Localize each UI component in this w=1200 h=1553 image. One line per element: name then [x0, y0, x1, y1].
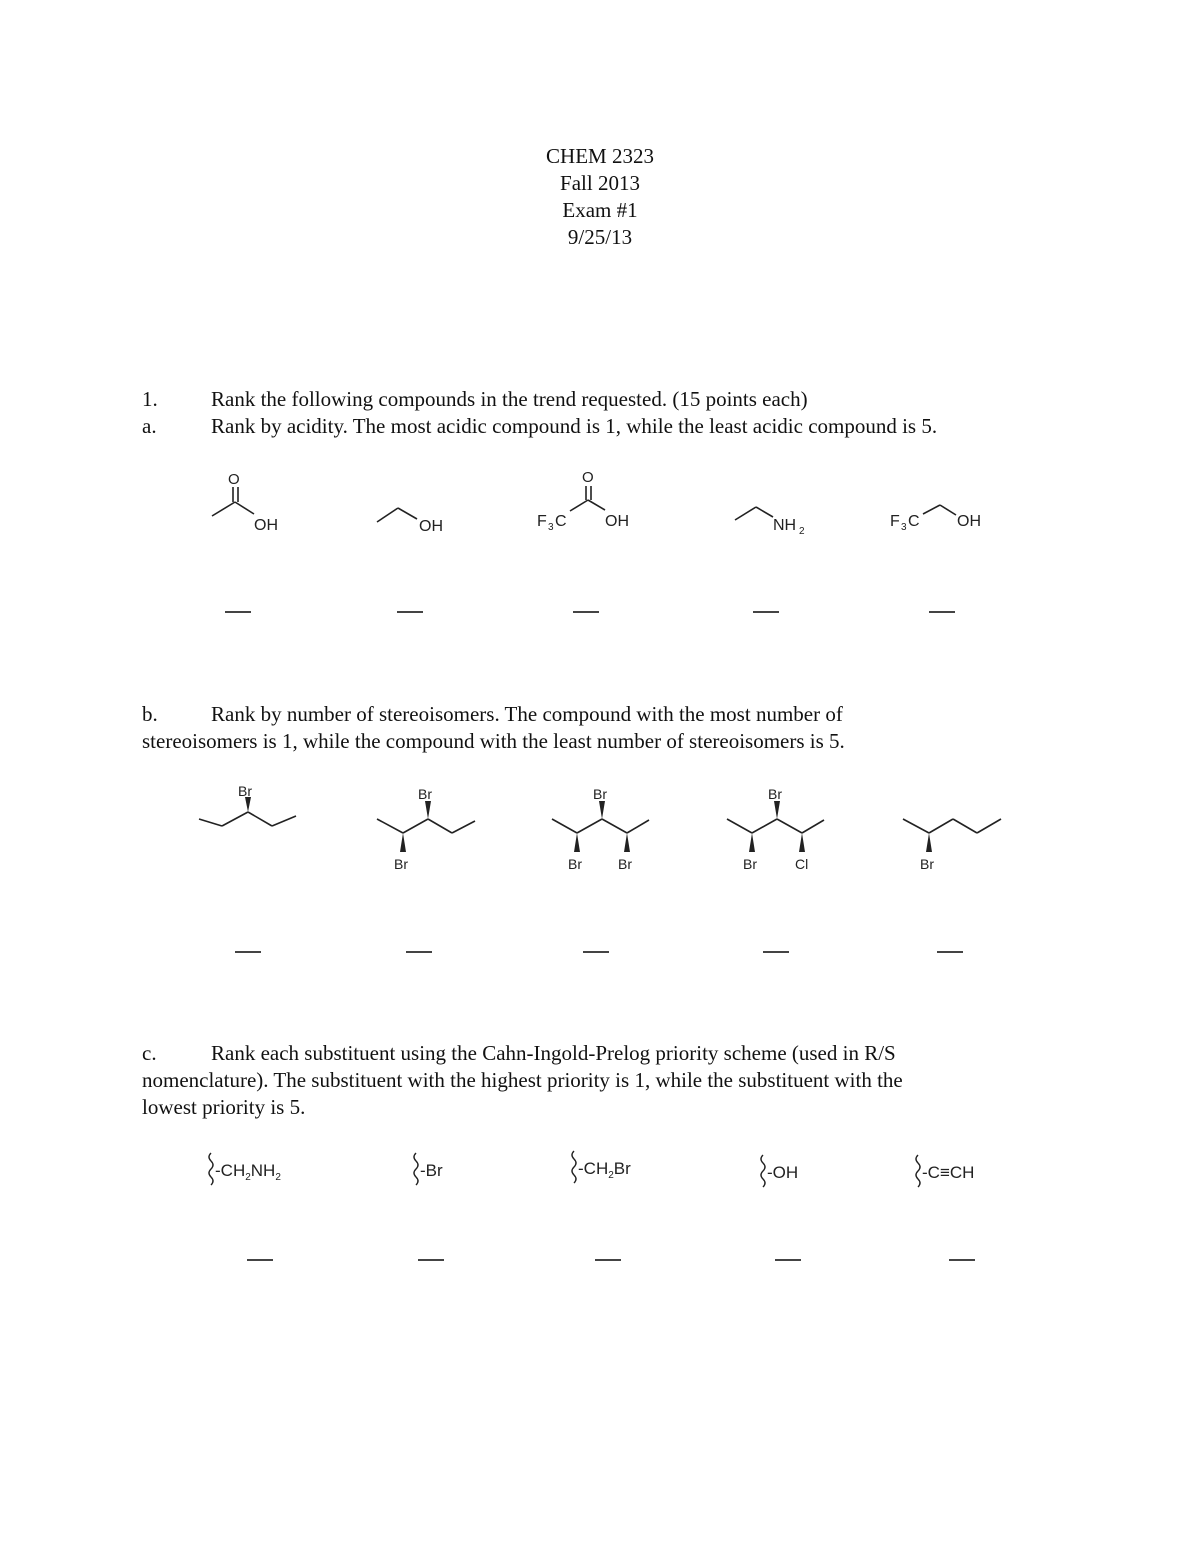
answer-blank[interactable] [225, 611, 251, 613]
acetic-acid-structure [200, 470, 300, 540]
part-c-prompt-line2: nomenclature). The substituent with the highest priority is 1, while the substituent with the [142, 1068, 903, 1092]
answer-blank[interactable] [583, 951, 609, 953]
substituent-ch2nh2 [205, 1150, 315, 1190]
wavy-bond-icon [414, 1153, 418, 1185]
answer-blank[interactable] [753, 611, 779, 613]
part-b-prompt-line2: stereoisomers is 1, while the compound with the least number of stereoisomers is 5. [142, 729, 845, 753]
course-title: CHEM 2323 [546, 144, 654, 168]
trifluoroethanol-structure [888, 495, 998, 540]
subscript: 3 [901, 522, 907, 533]
dibromopentane-structure [370, 782, 490, 877]
atom-label-br: Br [238, 783, 252, 799]
substituent-ethynyl [912, 1152, 1012, 1192]
answer-blank[interactable] [949, 1259, 975, 1261]
atom-label-f: F [537, 513, 547, 530]
term: Fall 2013 [560, 171, 640, 195]
svg-text:-CH2Br: $-CH_2Br$ [578, 1159, 631, 1181]
ethylamine-structure [728, 495, 828, 540]
answer-blank[interactable] [418, 1259, 444, 1261]
part-b-prompt-line1: Rank by number of stereoisomers. The compound with the most number of [211, 702, 843, 726]
svg-text:-Br: -Br [420, 1161, 443, 1180]
substituent-br [410, 1150, 470, 1190]
answer-blank[interactable] [406, 951, 432, 953]
atom-label-br: Br [743, 856, 757, 872]
part-c-letter: c. [142, 1041, 157, 1065]
svg-text:-CH2NH2: $-CH_2NH_2$ [215, 1161, 281, 1183]
atom-label-o: O [228, 471, 240, 488]
subscript: 3 [548, 522, 554, 533]
atom-label-br: Br [418, 786, 432, 802]
answer-blank[interactable] [235, 951, 261, 953]
svg-text:-OH: -OH [767, 1163, 799, 1182]
atom-label-br: Br [593, 786, 607, 802]
svg-text:-C≡CH: -C≡CH [922, 1163, 975, 1182]
trifluoroacetic-acid-structure [535, 468, 645, 538]
subscript: 2 [799, 526, 805, 537]
substituent-oh [757, 1152, 827, 1192]
answer-blank[interactable] [775, 1259, 801, 1261]
atom-label-oh: OH [957, 513, 981, 530]
atom-label-nh: NH [773, 517, 797, 534]
atom-label-oh: OH [419, 518, 443, 535]
exam-title: Exam #1 [562, 198, 638, 222]
wavy-bond-icon [916, 1155, 920, 1187]
atom-label-br: Br [568, 856, 582, 872]
answer-blank[interactable] [763, 951, 789, 953]
answer-blank[interactable] [397, 611, 423, 613]
question-number: 1. [142, 387, 158, 411]
answer-blank[interactable] [929, 611, 955, 613]
part-a-prompt: Rank by acidity. The most acidic compound is 1, while the least acidic compound is 5. [211, 414, 938, 438]
part-c-prompt-line3: lowest priority is 5. [142, 1095, 306, 1119]
atom-label-o: O [582, 469, 594, 486]
part-c-prompt-line1: Rank each substituent using the Cahn-Ingold-Prelog priority scheme (used in R/S [211, 1041, 896, 1065]
answer-blank[interactable] [937, 951, 963, 953]
atom-label-br: Br [394, 856, 408, 872]
atom-label-br: Br [768, 786, 782, 802]
bromopentane-structure [190, 782, 310, 842]
atom-label-oh: OH [254, 517, 278, 534]
part-b-letter: b. [142, 702, 158, 726]
answer-blank[interactable] [573, 611, 599, 613]
wavy-bond-icon [572, 1151, 576, 1183]
tribromopentane-structure [545, 782, 665, 877]
substituent-ch2br [568, 1148, 668, 1188]
part-a-letter: a. [142, 414, 157, 438]
atom-label-c: C [908, 513, 920, 530]
wavy-bond-icon [209, 1153, 213, 1185]
atom-label-f: F [890, 513, 900, 530]
exam-date: 9/25/13 [567, 225, 633, 249]
wavy-bond-icon [761, 1155, 765, 1187]
atom-label-oh: OH [605, 513, 629, 530]
bromopentane-2-structure [895, 805, 1015, 875]
question-prompt: Rank the following compounds in the trend requested. (15 points each) [211, 387, 808, 411]
dibromochloropentane-structure [720, 782, 840, 877]
atom-label-c: C [555, 513, 567, 530]
answer-blank[interactable] [595, 1259, 621, 1261]
answer-blank[interactable] [247, 1259, 273, 1261]
atom-label-br: Br [618, 856, 632, 872]
ethanol-structure [370, 495, 460, 540]
atom-label-br: Br [920, 856, 934, 872]
atom-label-cl: Cl [795, 856, 809, 872]
